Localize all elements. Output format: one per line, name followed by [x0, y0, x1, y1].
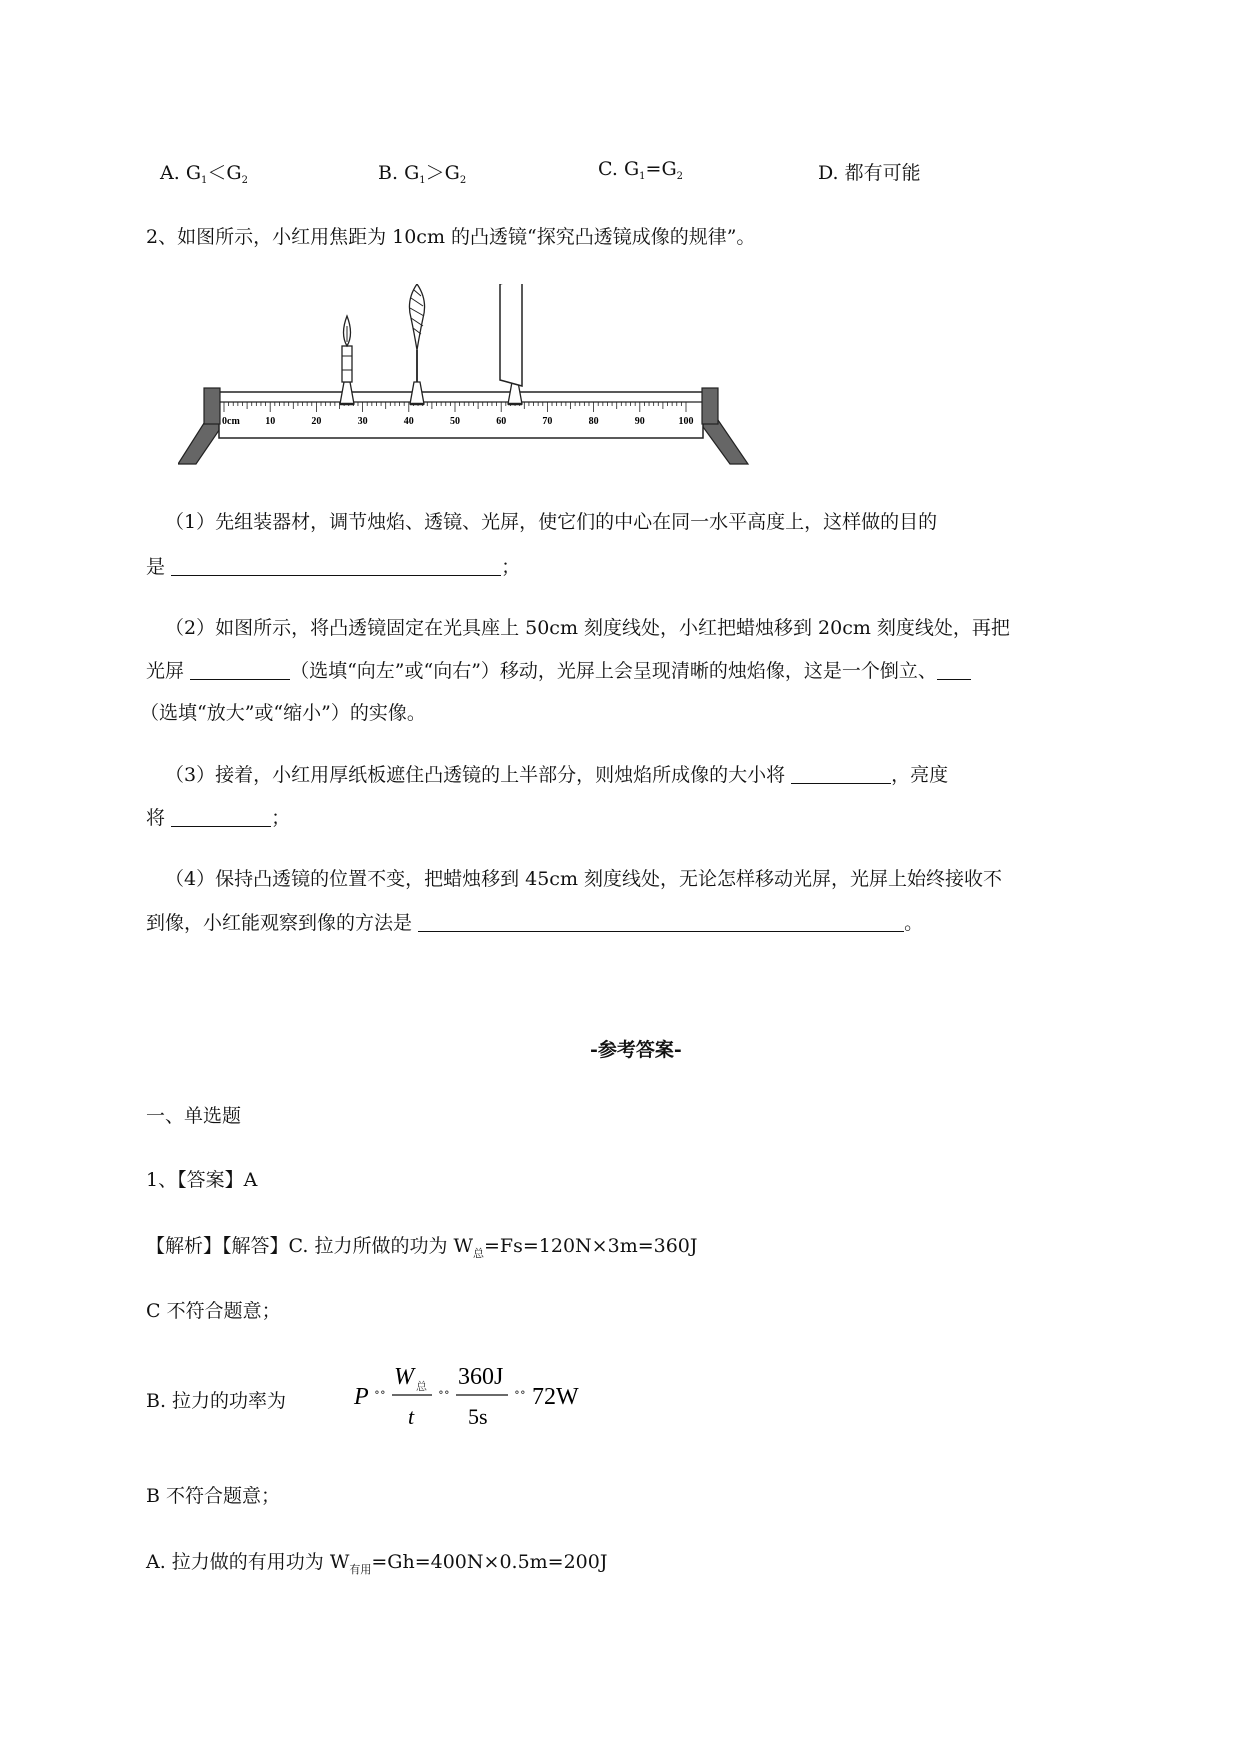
c-note: C 不符合题意；: [146, 1300, 281, 1322]
option-a: A. $G_1<G_2$: [160, 162, 248, 186]
q2-part2-line3: （选填“放大”或“缩小”）的实像。: [140, 702, 426, 724]
answer-blank-2[interactable]: [190, 661, 290, 680]
b-power-label: B. 拉力的功率为: [146, 1390, 287, 1412]
formula-den: 5s: [468, 1404, 488, 1429]
formula-result: 72W: [532, 1384, 579, 1410]
b-note: B 不符合题意；: [146, 1485, 281, 1507]
answer-heading: -参考答案-: [590, 1039, 682, 1061]
section-title: 一、单选题: [146, 1105, 242, 1127]
formula-eq-glyph-1: ∘∘: [374, 1385, 386, 1399]
ruler-tick-label: 20: [311, 416, 322, 427]
q2-part2-line1: （2）如图所示，将凸透镜固定在光具座上 50cm 刻度线处，小红把蜡烛移到 20cm 刻度线处，再把: [165, 617, 1010, 639]
analysis-line: 【解析】【解答】C. 拉力所做的功为 $W_总=Fs=120N\times 3m=360J$: [146, 1235, 698, 1260]
option-d: D. 都有可能: [818, 162, 921, 184]
left-end-block: [204, 388, 220, 424]
formula-p: P: [354, 1384, 369, 1410]
a-useful-work-line: A. 拉力做的有用功为 $W_{有用}=Gh=400N\times 0.5m=200J$: [146, 1551, 608, 1576]
power-formula: [352, 1358, 592, 1434]
formula-num: 360J: [458, 1364, 504, 1390]
q2-part3-line2: 将 ；: [146, 807, 291, 829]
option-c: C. $G_1=G_2$: [598, 158, 683, 182]
formula-eq-glyph-3: ∘∘: [514, 1385, 526, 1399]
q2-part3-line1: （3）接着，小红用厚纸板遮住凸透镜的上半部分，则烛焰所成像的大小将 ，亮度: [165, 764, 949, 786]
ruler-tick-label: 90: [634, 416, 645, 427]
convex-lens: [409, 284, 424, 404]
answer-blank-5[interactable]: [171, 808, 271, 827]
ruler-tick-label: 80: [588, 416, 599, 427]
light-screen: [500, 284, 522, 404]
optical-bench-figure: [178, 284, 754, 470]
formula-w-sub: 总: [416, 1381, 427, 1393]
q2-part1-line2: 是 ；: [146, 556, 521, 578]
answer-blank-6[interactable]: [418, 913, 904, 932]
ruler-tick-label: 0cm: [222, 416, 240, 427]
right-leg: [698, 420, 748, 464]
formula-eq-glyph-2: ∘∘: [438, 1385, 450, 1399]
ruler-tick-label: 30: [357, 416, 368, 427]
q2-part1-line1: （1）先组装器材，调节烛焰、透镜、光屏，使它们的中心在同一水平高度上，这样做的目的: [165, 511, 938, 533]
candle-holder: [340, 316, 354, 404]
option-b: B. $G_1>G_2$: [378, 162, 467, 186]
ruler-tick-label: 50: [450, 416, 460, 427]
answer-blank-1[interactable]: [171, 557, 501, 576]
ruler-body: [219, 392, 703, 438]
ruler-tick-label: 40: [403, 416, 414, 427]
right-end-block: [702, 388, 718, 424]
answer-blank-4[interactable]: [791, 765, 891, 784]
q2-part4-line2: 到像，小红能观察到像的方法是 。: [146, 912, 924, 934]
ruler-tick-label: 100: [678, 416, 694, 427]
q2-part4-line1: （4）保持凸透镜的位置不变，把蜡烛移到 45cm 刻度线处，无论怎样移动光屏，光屏上始终接收不: [165, 868, 1003, 890]
formula-t: t: [408, 1404, 415, 1429]
ruler-tick-label: 60: [496, 416, 507, 427]
q2-part2-line2: 光屏 （选填“向左”或“向右”）移动，光屏上会呈现清晰的烛焰像，这是一个倒立、: [146, 656, 971, 683]
ruler-tick-label: 10: [265, 416, 276, 427]
question-2-stem: 2、如图所示，小红用焦距为 10cm 的凸透镜“探究凸透镜成像的规律”。: [146, 226, 756, 248]
answer-1: 1、【答案】A: [146, 1169, 258, 1191]
ruler-tick-label: 70: [542, 416, 553, 427]
formula-w: W: [394, 1364, 414, 1390]
answer-blank-3[interactable]: [937, 661, 971, 680]
